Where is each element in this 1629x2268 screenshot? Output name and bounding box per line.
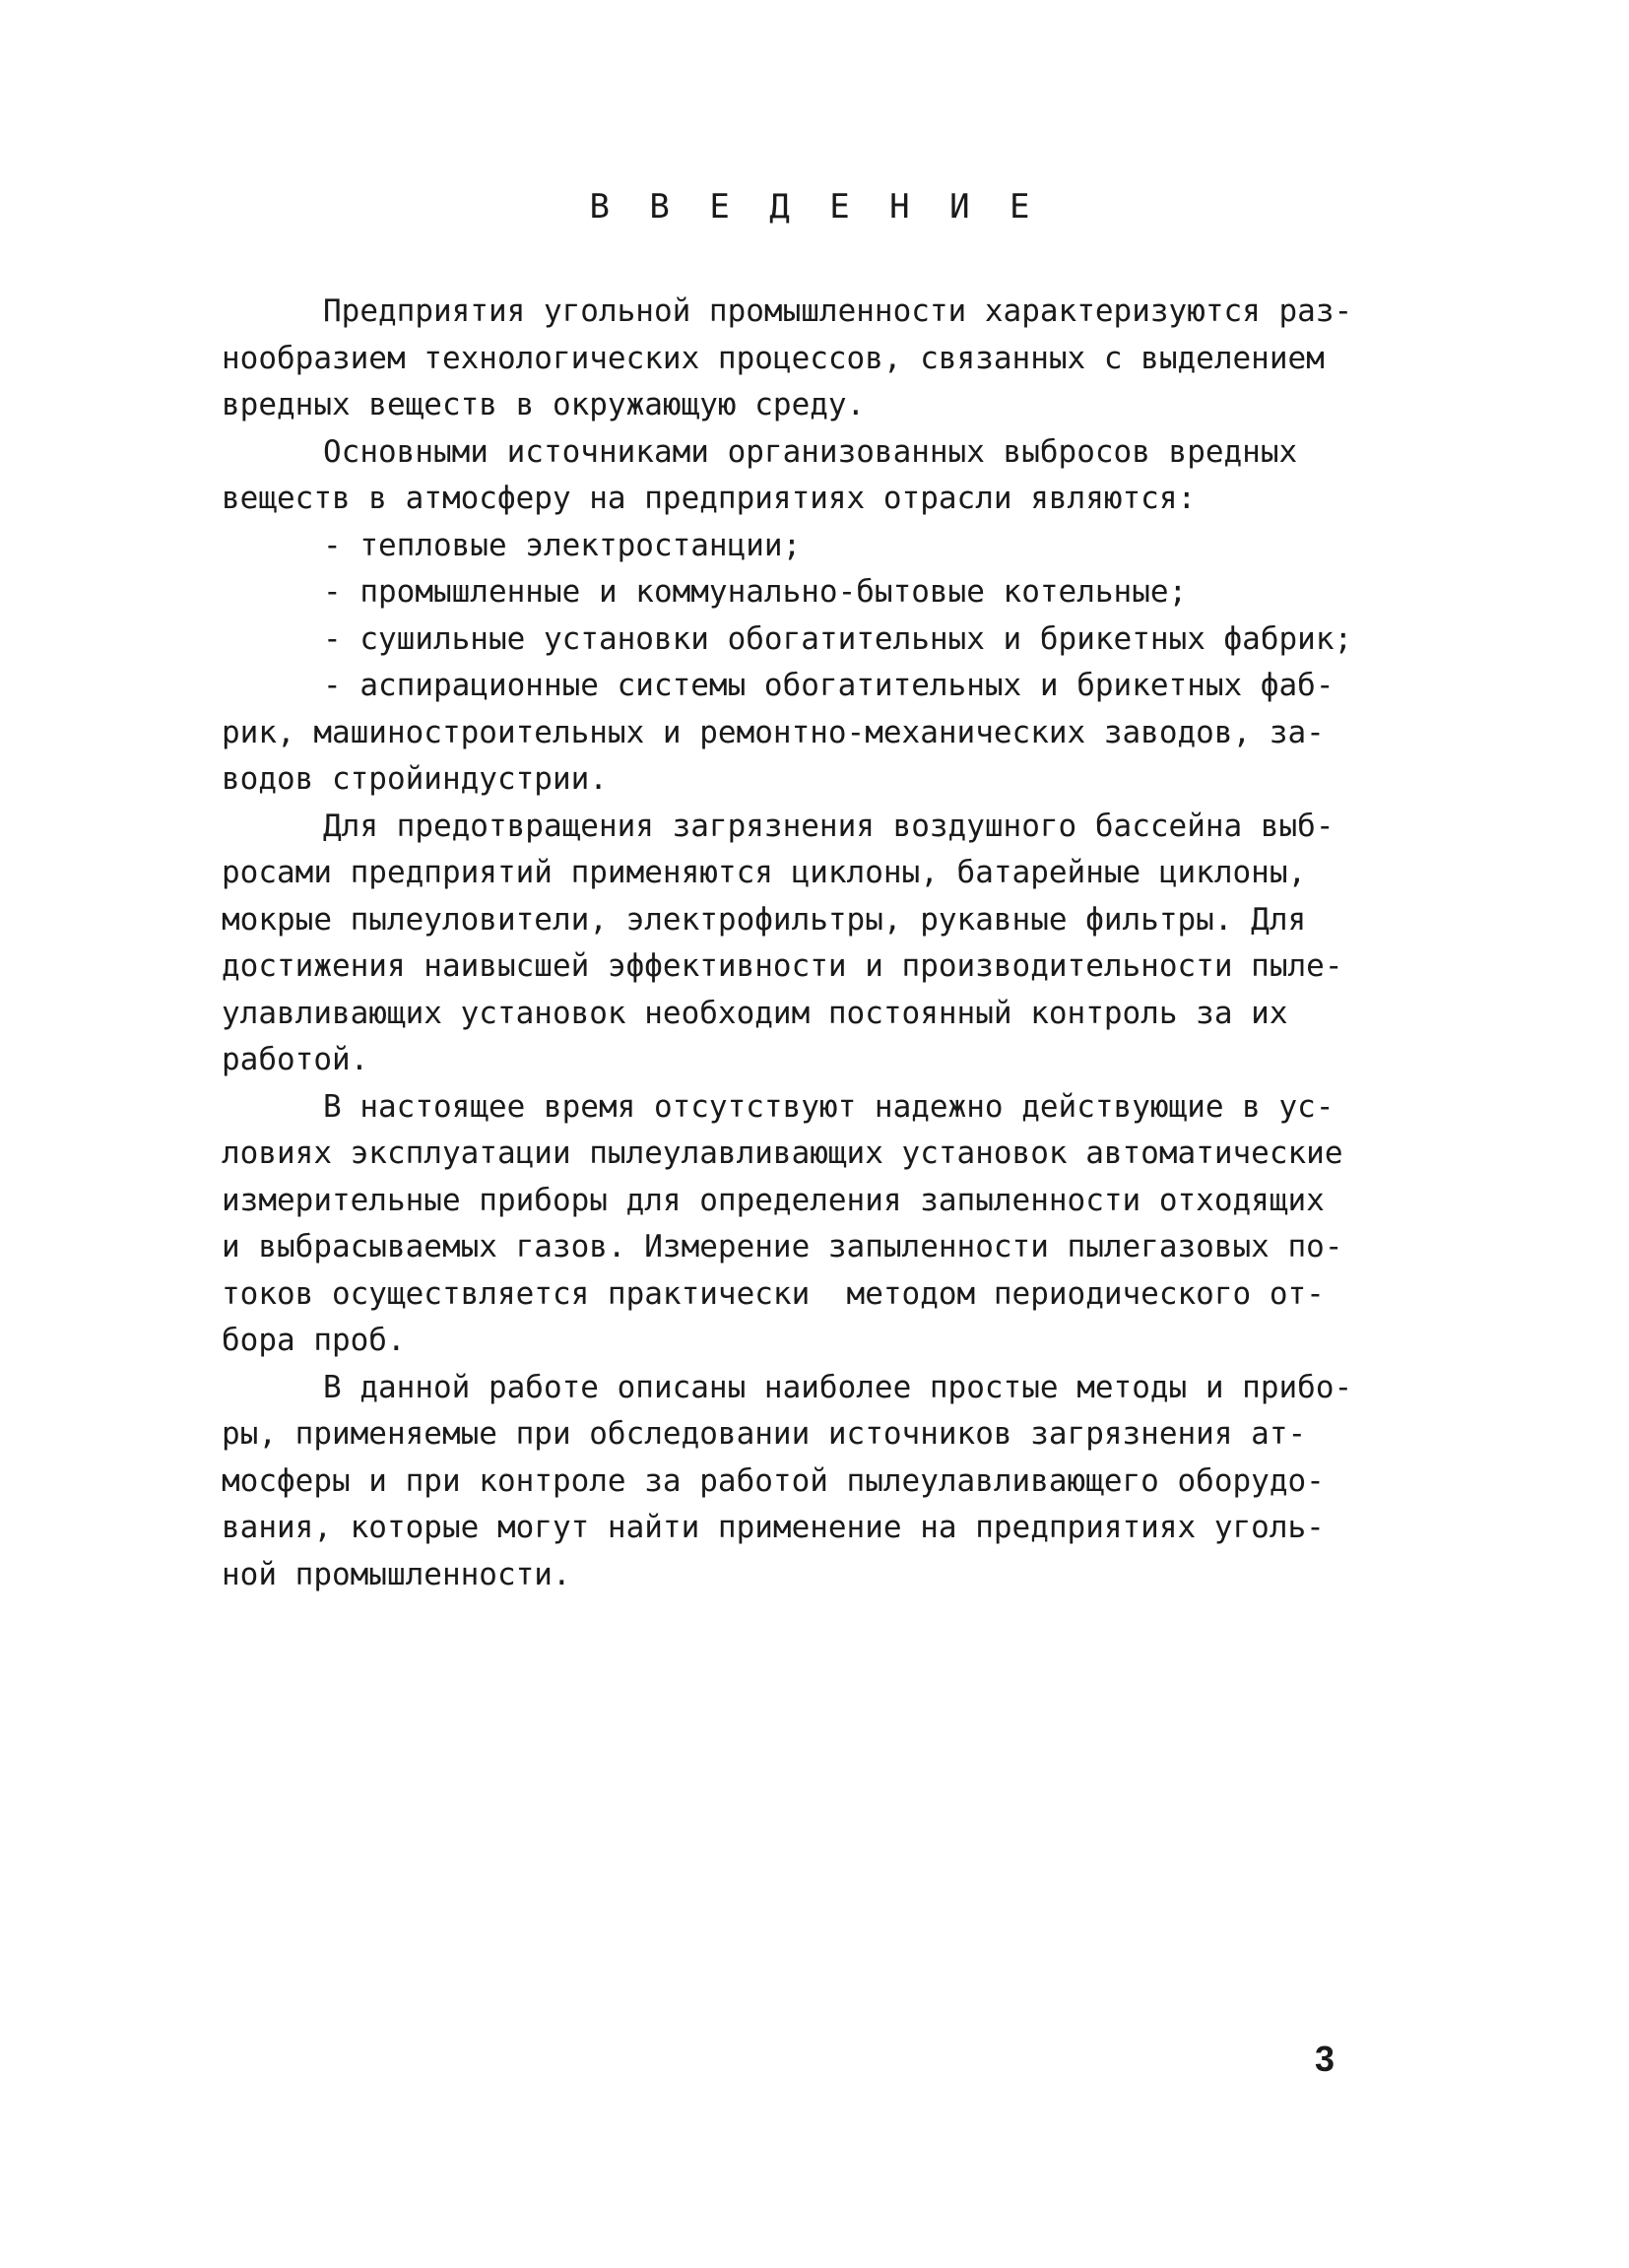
page-number: 3 [1315,2039,1336,2079]
text-line: мосферы и при контроле за работой пылеулавливающего оборудо- [222,1462,1325,1499]
text-line: нообразием технологических процессов, связанных с выделением [222,340,1325,376]
body-text [222,289,1443,1598]
text-line: Для предотвращения загрязнения воздушного бассейна выб- [323,808,1335,844]
text-line: ной промышленности. [222,1556,571,1592]
text-line: вания, которые могут найти применение на предприятиях уголь- [222,1510,1325,1545]
text-line: вредных веществ в окружающую среду. [222,387,866,422]
text-line: ловиях эксплуатации пылеулавливающих установок автоматические [222,1135,1343,1171]
text-line: Основными источниками организованных выбросов вредных [323,433,1298,470]
page-title: В В Е Д Е Н И Е [589,187,1040,227]
text-line: рик, машиностроительных и ремонтно-механических заводов, за- [222,714,1325,750]
text-line: и выбрасываемых газов. Измерение запыленности пылегазовых по- [222,1229,1343,1264]
text-line: - сушильные установки обогатительных и брикетных фабрик; [323,620,1353,657]
text-line: работой. [222,1042,369,1077]
text-line: бора проб. [222,1323,406,1358]
text-line: достижения наивысшей эффективности и производительности пыле- [222,948,1343,984]
text-line: В настоящее время отсутствуют надежно действующие в ус- [323,1088,1335,1125]
text-line: мокрые пылеуловители, электрофильтры, рукавные фильтры. Для [222,901,1307,938]
text-line: веществ в атмосферу на предприятиях отрасли являются: [222,481,1197,516]
text-line: Предприятия угольной промышленности характеризуются раз- [323,293,1353,329]
text-line: - аспирационные системы обогатительных и брикетных фаб- [323,668,1335,703]
text-line: ры, применяемые при обследовании источников загрязнения ат- [222,1416,1307,1452]
text-line: - тепловые электростанции; [323,527,802,563]
text-line: росами предприятий применяются циклоны, батарейные циклоны, [222,855,1307,890]
text-line: измерительные приборы для определения запыленности отходящих [222,1182,1325,1218]
text-line: улавливающих установок необходим постоянный контроль за их [222,995,1288,1031]
text-line: токов осуществляется практически методом периодического от- [222,1275,1325,1312]
text-line: В данной работе описаны наиболее простые методы и прибо- [323,1369,1353,1405]
text-line: - промышленные и коммунально-бытовые котельные; [323,574,1188,610]
text-line: водов стройиндустрии. [222,761,608,797]
